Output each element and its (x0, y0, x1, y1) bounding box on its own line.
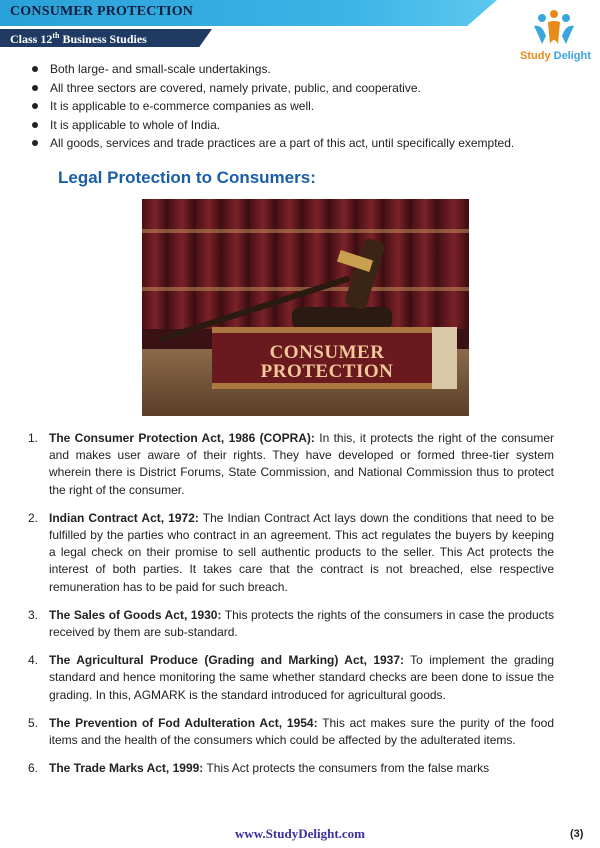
list-item (28, 652, 554, 704)
class-subtitle (10, 31, 147, 47)
act-title: Indian Contract Act, 1972: (49, 510, 199, 525)
section-heading: Legal Protection to Consumers: (58, 168, 316, 187)
image-text-line2: PROTECTION (260, 361, 394, 382)
logo-text (520, 50, 591, 62)
list-item: All goods, services and trade practices are a part of this act, until specifically exempted. (30, 134, 514, 153)
list-item (28, 607, 554, 641)
act-text: To implement the grading standard and hence monitoring the same whether standard checks are been done to issue the grading. In this, AGMARK is the standard introduced for agricultural goods. (49, 653, 554, 702)
act-text: In this, it protects the right of the consumer and makes user aware of their rights. They have developed or formed three-tier system wherein there is District Forums, State Commission, and National Commission thus to protect the right of the consumer. (49, 431, 555, 497)
class-subtitle-prefix: Class 12 (10, 32, 53, 46)
page-title: CONSUMER PROTECTION (10, 4, 194, 19)
act-text: This protects the rights of the consumers in case the products received by them are sub-standard. (49, 607, 555, 640)
act-text: The Indian Contract Act lays down the conditions that need to be fulfilled by the parties who contract in an agreement. This act regulates the buyers by keeping a legal check on their promise to sell authentic products to the seller. This Act protects the interest of both parties. It takes care that the contract is not breached, else respective remuneration has to be paid for such breach. (49, 510, 554, 594)
list-item: It is applicable to whole of India. (30, 116, 514, 135)
act-title: The Trade Marks Act, 1999: (49, 761, 204, 776)
list-item: All three sectors are covered, namely private, public, and cooperative. (30, 79, 514, 98)
act-title: The Sales of Goods Act, 1930: (49, 607, 222, 622)
act-number: 6. (28, 761, 39, 776)
logo-text-delight: Delight (550, 50, 591, 62)
image-text-line1: CONSUMER (269, 342, 385, 363)
class-subtitle-sup: th (52, 31, 60, 40)
act-text: This Act protects the consumers from the false marks (203, 761, 490, 776)
act-title: The Agricultural Produce (Grading and Marking) Act, 1937: (49, 653, 405, 668)
act-number: 5. (28, 715, 39, 730)
act-number: 1. (28, 431, 39, 445)
act-text: This act makes sure the purity of the food items and the health of the consumers which could be affected by the adulterated items. (49, 715, 554, 748)
act-number: 2. (28, 510, 39, 525)
class-subtitle-suffix: Business Studies (59, 32, 147, 46)
acts-list (28, 430, 554, 788)
footer-url-link[interactable]: www.StudyDelight.com (234, 826, 365, 841)
act-title: The Prevention of Fod Adulteration Act, 1954: (49, 715, 318, 730)
logo-text-study: Study (520, 50, 551, 62)
act-title: The Consumer Protection Act, 1986 (COPRA): (49, 431, 315, 445)
consumer-protection-image (142, 199, 469, 416)
list-item (28, 510, 554, 596)
list-item (28, 715, 554, 749)
gavel-book-illustration (142, 199, 469, 416)
list-item: Both large- and small-scale undertakings. (30, 60, 514, 79)
list-item (28, 760, 554, 777)
page-number: (3) (570, 828, 584, 840)
list-item (28, 430, 554, 499)
act-number: 3. (28, 607, 39, 622)
list-item: It is applicable to e-commerce companies as well. (30, 97, 514, 116)
applicability-list (30, 60, 514, 153)
act-number: 4. (28, 653, 39, 668)
